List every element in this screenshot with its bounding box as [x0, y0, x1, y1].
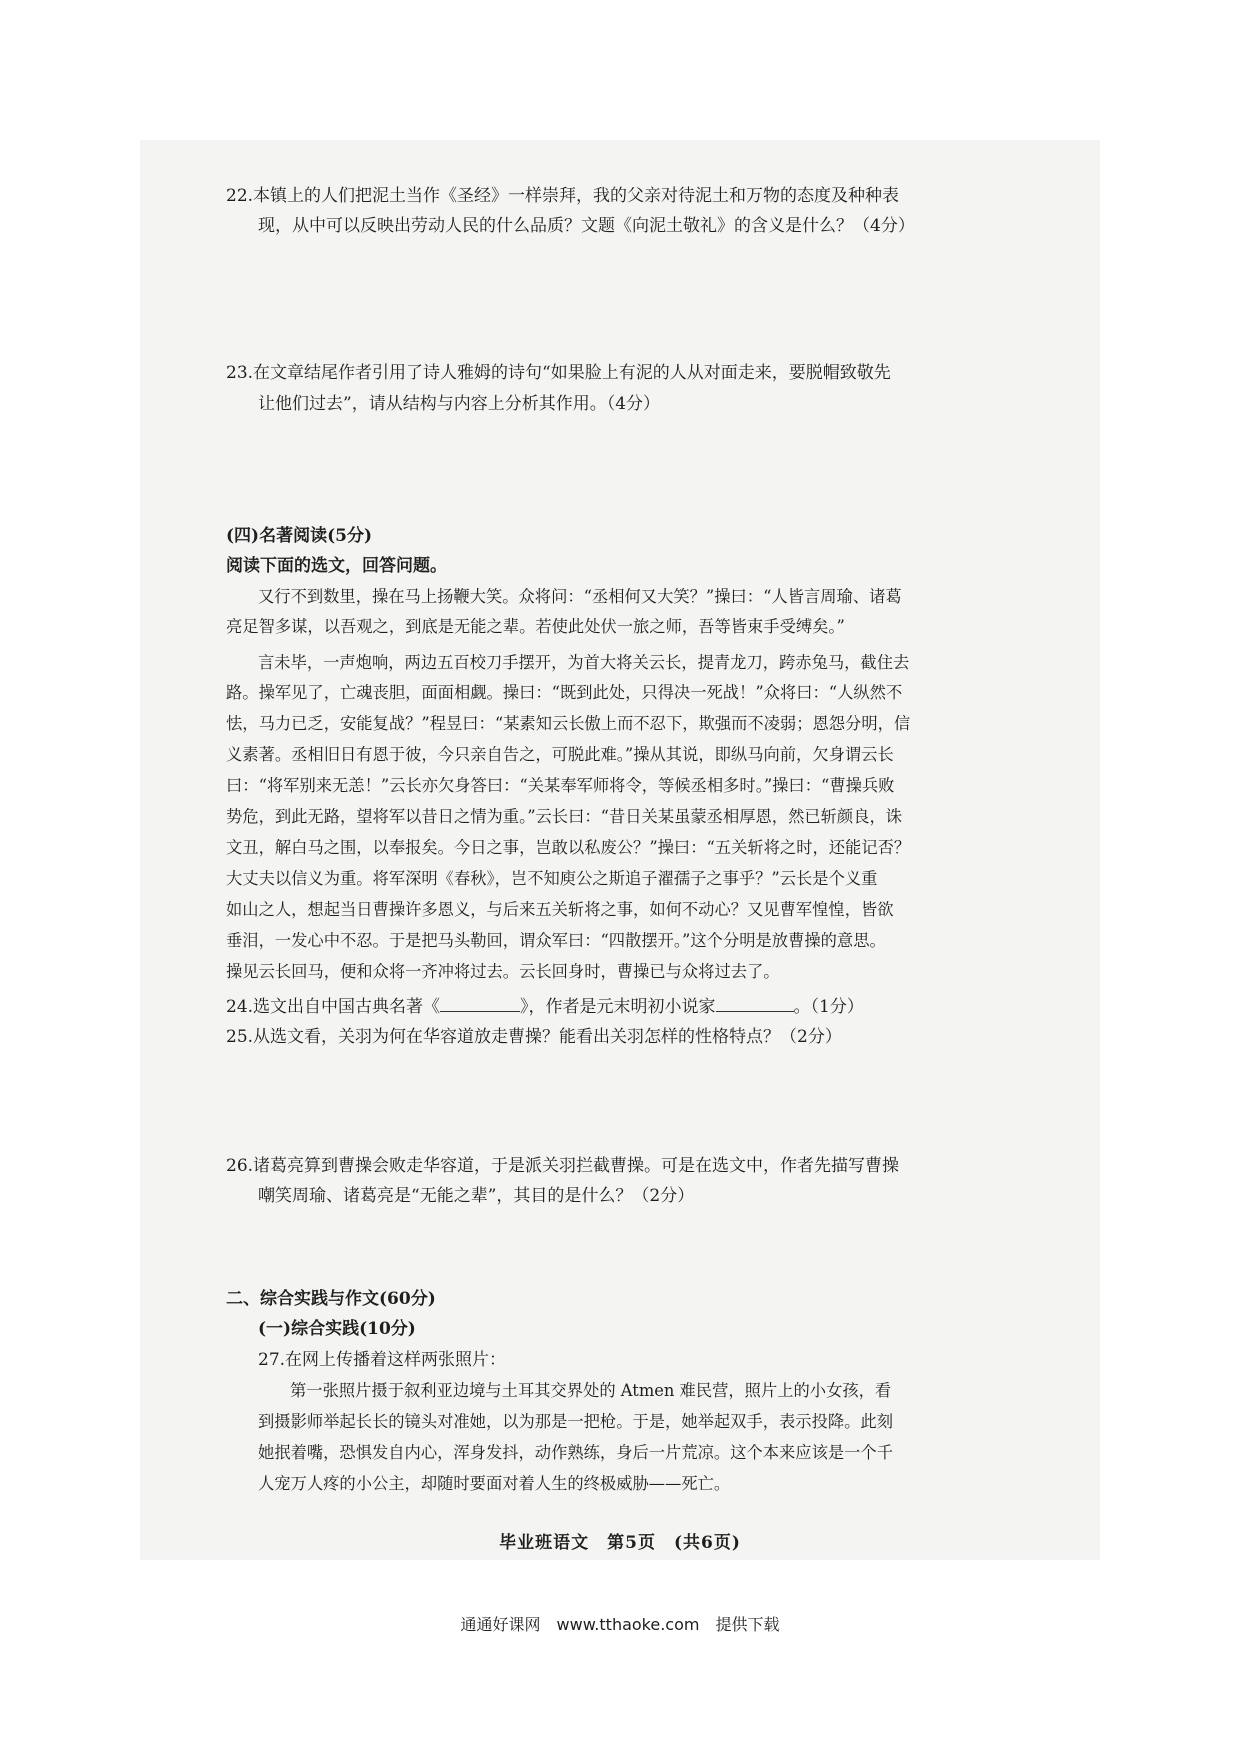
- passage-line: 文丑，解白马之围，以奉报矣。今日之事，岂敢以私废公？”操曰：“五关斩将之时，还能记否？: [226, 838, 911, 857]
- passage-line: 势危，到此无路，望将军以昔日之情为重。”云长曰：“昔日关某虽蒙丞相厚恩，然已斩颜良，诛: [226, 807, 903, 826]
- q27-line: 人宠万人疼的小公主，却随时要面对着人生的终极威胁——死亡。: [258, 1474, 731, 1493]
- passage-line: 曰：“将军别来无恙！”云长亦欠身答曰：“关某奉军师将令，等候丞相多时。”操曰：“曹操兵败: [226, 776, 895, 795]
- passage-line: 操见云长回马，便和众将一齐冲将过去。云长回身时，曹操已与众将过去了。: [226, 962, 780, 981]
- passage-line: 又行不到数里，操在马上扬鞭大笑。众将问：“丞相何又大笑？”操曰：“人皆言周瑜、诸葛: [258, 587, 902, 606]
- q27-line: 到摄影师举起长长的镜头对准她，以为那是一把枪。于是，她举起双手，表示投降。此刻: [258, 1412, 893, 1431]
- page-footer: 毕业班语文 第5页 (共6页): [499, 1533, 741, 1553]
- q26-line2: 嘲笑周瑜、诸葛亮是“无能之辈”，其目的是什么？（2分）: [258, 1186, 695, 1206]
- q24-part3: 。（1分）: [793, 997, 864, 1017]
- q23-line2: 让他们过去”，请从结构与内容上分析其作用。（4分）: [258, 394, 661, 414]
- download-credit: 通通好课网 www.tthaoke.com 提供下载: [460, 1615, 780, 1634]
- passage-line: 路。操军见了，亡魂丧胆，面面相觑。操曰：“既到此处，只得决一死战！”众将曰：“人纵然不: [226, 683, 903, 702]
- q23-line1: 23.在文章结尾作者引用了诗人雅姆的诗句“如果脸上有泥的人从对面走来，要脱帽致敬先: [226, 363, 891, 383]
- q24-author-blank[interactable]: [716, 995, 794, 1012]
- passage-line: 怯，马力已乏，安能复战？”程昱曰：“某素知云长傲上而不忍下，欺强而不凌弱；恩怨分明，信: [226, 714, 911, 733]
- passage-line: 言未毕，一声炮响，两边五百校刀手摆开，为首大将关云长，提青龙刀，跨赤兔马，截住去: [258, 653, 910, 672]
- passage-line: 亮足智多谋，以吾观之，到底是无能之辈。若使此处伏一旅之师，吾等皆束手受缚矣。”: [226, 617, 845, 636]
- q24-part2: 》，作者是元末明初小说家: [520, 997, 716, 1017]
- section2-sub: (一)综合实践(10分): [258, 1319, 416, 1339]
- q24-book-blank[interactable]: [440, 995, 520, 1012]
- section4-title: (四)名著阅读(5分): [226, 526, 373, 546]
- q24-part1: 24.选文出自中国古典名著《: [226, 997, 441, 1017]
- passage-line: 如山之人，想起当日曹操许多恩义，与后来五关斩将之事，如何不动心？又见曹军惶惶，皆欲: [226, 900, 894, 919]
- q27-line: 第一张照片摄于叙利亚边境与土耳其交界处的 Atmen 难民营，照片上的小女孩，看: [290, 1381, 892, 1400]
- q27-line: 她抿着嘴，恐惧发自内心，浑身发抖，动作熟练，身后一片荒凉。这个本来应该是一个千: [258, 1443, 893, 1462]
- passage-line: 义素著。丞相旧日有恩于彼，今只亲自告之，可脱此难。”操从其说，即纵马向前，欠身谓云长: [226, 745, 894, 764]
- section2-title: 二、综合实践与作文(60分): [226, 1289, 436, 1309]
- q25: 25.从选文看，关羽为何在华容道放走曹操？能看出关羽怎样的性格特点？（2分）: [226, 1027, 842, 1047]
- q27-intro: 27.在网上传播着这样两张照片：: [258, 1350, 507, 1370]
- q24: [226, 995, 864, 1018]
- q22-line1: 22.本镇上的人们把泥土当作《圣经》一样崇拜，我的父亲对待泥土和万物的态度及种种表: [226, 186, 900, 206]
- section4-instruction: 阅读下面的选文，回答问题。: [226, 556, 447, 576]
- q26-line1: 26.诸葛亮算到曹操会败走华容道，于是派关羽拦截曹操。可是在选文中，作者先描写曹操: [226, 1156, 900, 1176]
- q22-line2: 现，从中可以反映出劳动人民的什么品质？文题《向泥土敬礼》的含义是什么？（4分）: [258, 216, 915, 236]
- passage-line: 大丈夫以信义为重。将军深明《春秋》，岂不知庾公之斯追子濯孺子之事乎？”云长是个义重: [226, 869, 878, 888]
- passage-line: 垂泪，一发心中不忍。于是把马头勒回，谓众军曰：“四散摆开。”这个分明是放曹操的意思。: [226, 931, 886, 950]
